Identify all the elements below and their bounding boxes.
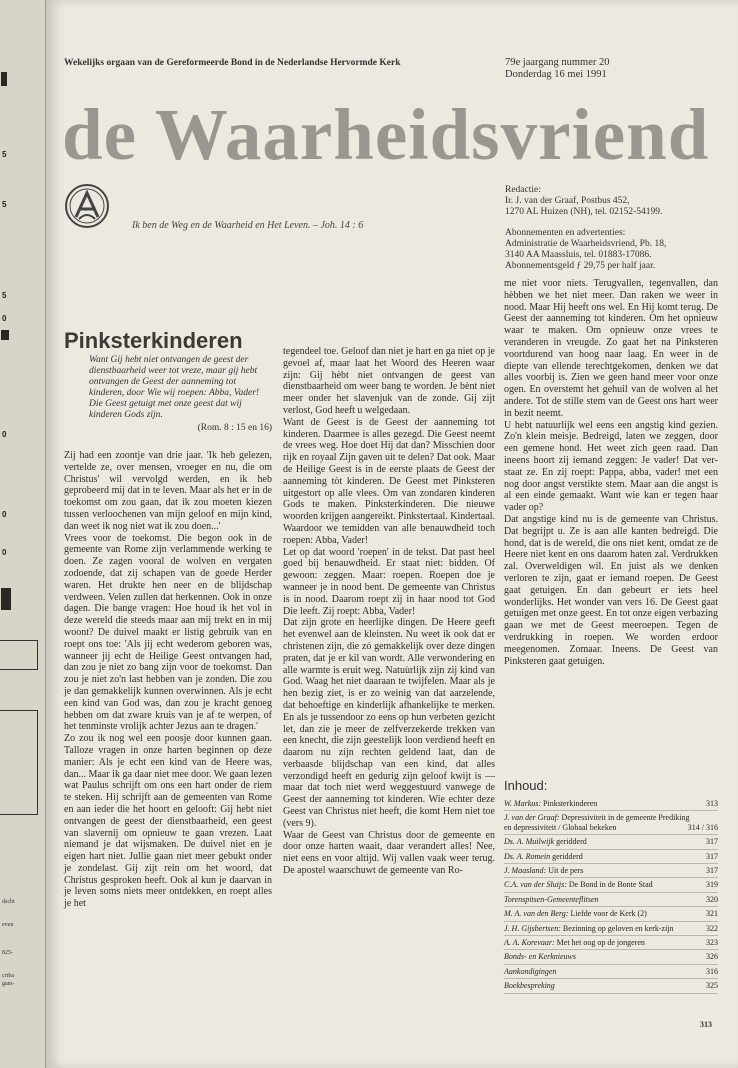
article-paragraph: Let op dat woord 'roepen' in de tekst. Dat past heel goed bij benauwdheid. Er staat niet: bidden. Of gewoon: zeggen. Maar: roepen. Roepen doe je wanneer je in nood bent. De gemeente van Christus is in nood. Daarom roept zij in haar nood tot God Die leeft. Zij roept: Abba, Vader! xyxy=(283,546,495,617)
toc-author: J. Maasland: xyxy=(504,866,547,876)
redactie-line: Redactie: xyxy=(505,185,541,195)
toc-title: geridderd xyxy=(556,837,587,847)
toc-title: Boekbespreking xyxy=(504,981,555,991)
article-title: Pinksterkinderen xyxy=(64,328,243,353)
article-paragraph: Waar de Geest van Christus door de gemeente en door onze harten waait, daar verandert alles! Nee, niet eens en voor altijd. Wij vallen vaak weer terug. De apostel waarschuwt de gemeente van Ro- xyxy=(283,829,495,877)
contents-heading: Inhoud: xyxy=(504,778,548,793)
prev-page-number: 0 xyxy=(2,430,7,439)
article-paragraph: tegendeel toe. Geloof dan niet je hart en ga niet op je gevoel af, maar laat het Woord des Heeren waar zijn: Gij hèbt niet ontvangen de geest van dienstbaarheid om weer bang te worden. Je bènt niet meer onder het slavenjuk van de zonde. Gij zijt verlost, God heeft u welgedaan. xyxy=(283,346,495,416)
prev-page-mark xyxy=(1,588,11,610)
toc-row xyxy=(504,907,718,921)
prev-page-fragment: dscht xyxy=(2,899,15,905)
toc-row xyxy=(504,922,718,936)
article-column-2 xyxy=(283,346,495,1036)
article-paragraph: me niet voor niets. Terugvallen, tegenvallen, dan hèbben we het niet meer. Dan raken we weer in nood. Maar Hij heeft ons wel. En Hij komt terug. De Geest der aanneming tot kinderen. Om het opnieuw waar te maken. Om opnieuw onze vrees te veranderen in vreugde. Zo gaat het na Pinksteren voortdurend van hoog naar laag. En weer in de diepte van ellende terechtgekomen, denken we dat alles voorbij is. Zien we geen hand meer voor onze ogen. En overstemt het gehuil van de wolven al het andere. Tot de stille stem van de Geest ons hart weer in bezit neemt. xyxy=(504,278,718,419)
redactie-line: 1270 AL Huizen (NH), tel. 02152-54199. xyxy=(505,207,663,217)
article-paragraph: Dat angstige kind nu is de gemeente van Christus. Dat begrijpt u. Ze is aan alle kanten bedreigd. Die hond, dat is de wereld, die ons niet kent, omdat ze de Heere niet kent en ons daarom haten zal. Verdrukken zal. Overweldigen wil. En juist als we denken verloren te zijn, gaat er iemand roepen. De Geest gaat getuigen. En dan gebeurt er iets heel wonderlijks. Het wonder van vers 16. De Geest gaat getuigen met onze geest. En tot onze eigen verbazing gaan we met de Geest meeroepen. Tegen de verdrukking in roepen. We worden erdoor meegenomen. Zomaar. Ineens. De Geest van Pinksteren gaat getuigen. xyxy=(504,513,718,667)
article-paragraph: Zij had een zoontje van drie jaar. 'Ik heb gelezen, vertelde ze, over mensen, vroeger en nu, die om Christus' wil vervolgd werden, en ik heb geprobeerd mij dat in te leven. Maar als het er in de toekomst om zou gaan, dat ik zou moeten kiezen tussen verloochenen van mijn geloof en mijn kind, dan weet ik nog niet wat ik zou doen...' xyxy=(64,450,272,532)
toc-page: 316 xyxy=(706,966,718,976)
toc-row xyxy=(504,797,718,811)
toc-row xyxy=(504,893,718,907)
administration-line: Administratie de Waarheidsvriend, Pb. 18, xyxy=(505,239,667,249)
article-paragraph: Dat zijn grote en heerlijke dingen. De Heere geeft het evenwel aan de kleinsten. Nu weet ik ook dat er christenen zijn, die zó gemakkelijk over deze dingen praten, dat je er kil van wordt. Alle verwondering en alle warmte is eruit weg. Natuùrlijk zijn zij kind van God. Waag het niet daaraan te twijfelen. Maar als je hen bezig ziet, is er zo weinig van dat aarzelende, dat behoeftige en kinderlijk afhankelijke te merken. En als je tussendoor zo eens op hun verbeten gezicht let, dan zie je meer de zelfverzekerde trekken van een knecht, die zijn geestelijk loon verdiend heeft en daarom nu zijn rechten geldend laat, dan de verbaasde blijdschap van een kind, dat alles verzondigd heeft en gedurig zijn geloof kwijt is — maar dat toch niet werd weggestuurd vanwege de Geest der aanneming tot kinderen. Wie echter deze Geest van Christus niet heeft, die komt Hem niet toe (vers 9). xyxy=(283,617,495,829)
toc-page: 321 xyxy=(706,909,718,919)
quote-reference: (Rom. 8 : 15 en 16) xyxy=(197,422,272,433)
toc-author: M. A. van den Berg: xyxy=(504,909,569,919)
redactie-line: Ir. J. van der Graaf, Postbus 452, xyxy=(505,196,630,206)
toc-page: 322 xyxy=(706,923,718,933)
page-number: 313 xyxy=(700,1020,712,1029)
toc-page: 314 / 316 xyxy=(687,822,718,832)
toc-row xyxy=(504,950,718,964)
toc-row xyxy=(504,850,718,864)
toc-page: 319 xyxy=(706,880,718,890)
prev-page-number: 5 xyxy=(2,150,7,159)
toc-author: Ds. A. Muilwijk xyxy=(504,837,555,847)
alpha-omega-logo-icon xyxy=(64,183,110,229)
editorial-info xyxy=(505,185,666,272)
toc-page: 320 xyxy=(706,894,718,904)
article-paragraph: Want de Geest is de Geest der aanneming tot kinderen. Daarmee is alles gezegd. Die Geest neemt de vrees weg. Hoe doet Hij dat dan? Misschien door rijk en royaal Zijn gaven uit te delen? Dat ook. Maar de Heilige Geest is in de eerste plaats de Geest der aanneming tòt kinderen. De Geest met Pinksteren uitgestort op alle vlees. Om van zondaren kinderen Gods te maken. Pinksterkinderen. Die nieuwe woorden krijgen aangereikt. Pinkstertaal. Kindertaal. Waardoor we temidden van alle benauwdheid toch roepen: Abba, Vader! xyxy=(283,416,495,546)
article-column-1 xyxy=(64,450,272,1036)
prev-page-fragment: 825- xyxy=(2,950,13,956)
toc-author: C.A. van der Sluijs: xyxy=(504,880,567,890)
prev-page-box xyxy=(0,640,38,670)
prev-page-number: 5 xyxy=(2,200,7,209)
toc-title: Pinksterkinderen xyxy=(543,799,598,808)
toc-title: Torenspitsen-Gemeenteflitsen xyxy=(504,894,599,904)
toc-title: Bonds- en Kerknieuws xyxy=(504,952,576,962)
toc-row xyxy=(504,811,718,835)
prev-page-mark xyxy=(1,72,7,86)
toc-page: 317 xyxy=(706,851,718,861)
article-paragraph: Vrees voor de toekomst. Die begon ook in de gemeente van Rome zijn verlammende werking te doen. Ze zagen vooral de wolven en vergaten zodoende, dat zij schapen van de goede Herder waren. Het drukte hen neer en de blijdschap verdween. Velen zullen dat herkennen. Ook in onze dagen. Die bange vragen: Hoe houd ik het vol in deze wereld die steeds maar aan mij trekt en in mij woont? De duivel maakt er listig gebruik van en roept ons toe: 'Als jij echt wederom geboren was, wanneer jij echt de Heilige Geest ontvangen had, dan zou je niet zo bang zijn voor de toekomst. Dan zou je niet zo'n last hebben van je zonden. Die zou je dan gemakkelijk kunnen overwinnen. Als je echt een kind van God was, dan zou je kracht genoeg hebben om dat zware kruis van je af te werpen, of het tenminste vrolijk achter Jezus aan te dragen.' xyxy=(64,532,272,733)
prev-page-fragment: gam- xyxy=(2,981,15,987)
toc-row xyxy=(504,936,718,950)
prev-page-number: 0 xyxy=(2,314,7,323)
toc-page: 313 xyxy=(706,799,718,808)
prev-page-number: 0 xyxy=(2,548,7,557)
toc-author: J. van der Graaf: xyxy=(504,813,560,823)
toc-title: Liefde voor de Kerk (2) xyxy=(570,909,647,919)
toc-page: 317 xyxy=(706,837,718,847)
toc-row xyxy=(504,878,718,892)
toc-page: 323 xyxy=(706,938,718,948)
toc-title: geridderd xyxy=(552,851,583,861)
quote-text: Want Gij hebt niet ontvangen de geest der dienstbaarheid weer tot vreze, maar gij hebt ontvangen de Geest der aanneming tot kinderen, door Wie wij roepen: Abba, Vader! Die Geest getuigt met onze geest dat wij kinderen Gods zijn. xyxy=(89,355,260,421)
toc-page: 317 xyxy=(706,866,718,876)
motto: Ik ben de Weg en de Waarheid en Het Leven. – Joh. 14 : 6 xyxy=(132,220,364,231)
toc-row xyxy=(504,835,718,849)
article-paragraph: U hebt natuurlijk wel eens een angstig kind gezien. Zo'n klein meisje. Bedreigd, laten we zeggen, door een gemene hond. Het weet zich geen raad. Dan ineens hoort zij iemand zeggen: Je vader! Dat verstaat ze. En zij roept: Pappa, abba, vader! met een nog door angst verstikte stem. Maar aan die angst is al een einde gemaakt. Want wie kan er tegen haar vader op? xyxy=(504,419,718,514)
toc-title: Depressiviteit in de gemeente Prediking en depressiviteit / Globaal bekeken xyxy=(504,813,690,832)
article-paragraph: Zo zou ik nog wel een poosje door kunnen gaan. Talloze vragen in onze harten beginnen op deze manier: Als je echt een kind van de Heere was, dan... Maar ik ga daar niet mee door. We gaan lezen wat Paulus schrijft om ons een hart onder de riem te steken. Hij schrijft aan de gemeenten van Rome en aan ieder die het hoort en gelooft: Gij hebt niet ontvangen de geest der dienstbaarheid, een geest van slavernij om opnieuw te gaan vrezen. Laat niemand je dat wijsmaken. De duivel niet en je eigen hart niet. Jullie gaan niet meer gebukt onder je zondelast. Gij zijt rein om het woord, dat Christus gesproken heeft. Ook al kun je daarvan in je leven soms niets meer ontdekken, en roept alles je het xyxy=(64,733,272,910)
article-column-3 xyxy=(504,278,718,667)
toc-row xyxy=(504,864,718,878)
toc-author: J. H. Gijsbertsen: xyxy=(504,923,561,933)
toc-title: De Bond in de Bonte Stad xyxy=(568,880,653,890)
toc-title: Met het oog op de jongeren xyxy=(556,938,645,948)
prev-page-fragment: criba xyxy=(2,973,14,979)
issue-info xyxy=(505,57,609,81)
issue-date: Donderdag 16 mei 1991 xyxy=(505,69,607,80)
tagline: Wekelijks orgaan van de Gereformeerde Bond in de Nederlandse Hervormde Kerk xyxy=(64,58,401,68)
scripture-quote xyxy=(89,355,272,434)
toc-author: A. A. Korevaar: xyxy=(504,938,555,948)
toc-row xyxy=(504,979,718,993)
toc-row xyxy=(504,965,718,979)
toc-author: Ds. A. Romein xyxy=(504,851,551,861)
toc-title: Bezinning op geloven en kerk-zijn xyxy=(562,923,674,933)
table-of-contents xyxy=(504,797,718,994)
administration-line: Abonnementen en advertenties: xyxy=(505,228,626,238)
issue-volume: 79e jaargang nummer 20 xyxy=(505,57,610,68)
toc-title: Uit de pers xyxy=(548,866,584,876)
prev-page-box xyxy=(0,710,38,815)
toc-title: Aankondigingen xyxy=(504,966,557,976)
toc-page: 325 xyxy=(706,981,718,991)
prev-page-fragment: even xyxy=(2,922,14,928)
newspaper-page xyxy=(46,0,738,1068)
administration-line: Abonnementsgeld ƒ 29,75 per half jaar. xyxy=(505,261,656,271)
masthead-title: de Waarheidsvriend xyxy=(62,94,710,175)
previous-page-edge xyxy=(0,0,46,1068)
toc-author: W. Markus: xyxy=(504,799,542,808)
toc-page: 326 xyxy=(706,952,718,962)
subscription-info xyxy=(505,228,666,272)
prev-page-mark xyxy=(1,330,9,340)
prev-page-number: 0 xyxy=(2,510,7,519)
administration-line: 3140 AA Maassluis, tel. 01883-17086. xyxy=(505,250,652,260)
prev-page-number: 5 xyxy=(2,291,7,300)
